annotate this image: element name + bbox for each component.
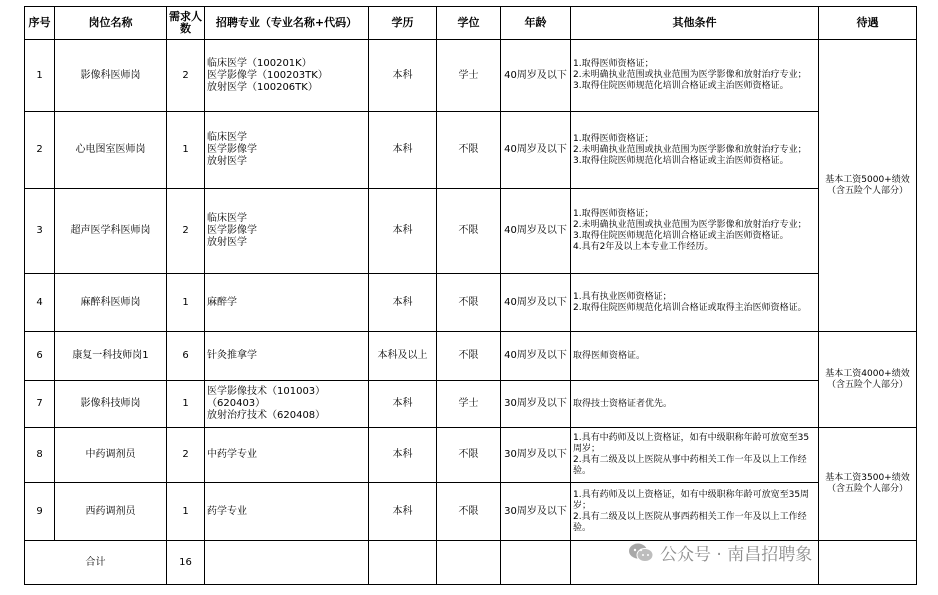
condition-line: 取得技士资格证者优先。	[573, 398, 673, 409]
cell-benefits	[819, 332, 917, 428]
header-row	[25, 7, 917, 40]
table-row	[25, 381, 917, 428]
table-row	[25, 189, 917, 274]
cell-position: 西药调剂员	[55, 483, 167, 541]
cell-major	[205, 332, 369, 381]
cell-education: 本科	[369, 428, 437, 483]
cell-degree: 不限	[437, 483, 501, 541]
cell-seq: 4	[25, 274, 55, 332]
table-row	[25, 112, 917, 189]
condition-line: 1.取得医师资格证；	[573, 209, 654, 219]
cell-position: 超声医学科医师岗	[55, 189, 167, 274]
cell-seq: 1	[25, 40, 55, 112]
cell-major	[205, 381, 369, 428]
cell-position: 中药调剂员	[55, 428, 167, 483]
cell-benefits	[819, 40, 917, 332]
header-position: 岗位名称	[55, 7, 167, 40]
cell-age: 30周岁及以下	[501, 381, 571, 428]
cell-count: 1	[167, 112, 205, 189]
cell-position: 麻醉科医师岗	[55, 274, 167, 332]
cell-age: 40周岁及以下	[501, 274, 571, 332]
recruitment-table	[24, 6, 917, 585]
cell-benefits	[819, 428, 917, 541]
empty-cell	[369, 541, 437, 585]
cell-age: 40周岁及以下	[501, 112, 571, 189]
cell-conditions	[571, 381, 819, 428]
cell-major-line: 医学影像学	[207, 144, 257, 155]
condition-line: 2.具有二级及以上医院从事西药相关工作一年及以上工作经验。	[573, 511, 807, 533]
benefits-line: （含五险个人部分）	[826, 484, 908, 494]
cell-degree: 不限	[437, 274, 501, 332]
cell-seq: 9	[25, 483, 55, 541]
total-count: 16	[167, 541, 205, 585]
cell-major	[205, 274, 369, 332]
cell-major-line: 医学影像技术（101003）	[207, 386, 326, 397]
watermark-text: 公众号 · 南昌招聘象	[660, 545, 813, 565]
condition-line: 3.取得住院医师规范化培训合格证或主治医师资格证。	[573, 155, 789, 166]
cell-count: 2	[167, 40, 205, 112]
header-age: 年龄	[501, 7, 571, 40]
condition-line: 1.取得医师资格证；	[573, 133, 654, 144]
cell-seq: 6	[25, 332, 55, 381]
cell-conditions	[571, 112, 819, 189]
header-major: 招聘专业（专业名称+代码）	[205, 7, 369, 40]
cell-seq: 7	[25, 381, 55, 428]
cell-count: 2	[167, 189, 205, 274]
condition-line: 2.未明确执业范围或执业范围为医学影像和放射治疗专业；	[573, 70, 807, 80]
total-label: 合计	[25, 541, 167, 585]
table-row	[25, 483, 917, 541]
cell-position: 康复一科技师岗1	[55, 332, 167, 381]
condition-line: 4.具有2年及以上本专业工作经历。	[573, 242, 714, 252]
cell-education: 本科	[369, 381, 437, 428]
cell-education: 本科	[369, 40, 437, 112]
cell-major-line: 临床医学	[207, 132, 247, 143]
cell-major	[205, 483, 369, 541]
cell-major	[205, 112, 369, 189]
cell-major-line: 放射治疗技术（620408）	[207, 410, 326, 421]
cell-major-line: 临床医学（100201K）	[207, 57, 312, 69]
cell-degree: 学士	[437, 381, 501, 428]
cell-degree: 不限	[437, 428, 501, 483]
header-degree: 学位	[437, 7, 501, 40]
cell-age: 40周岁及以下	[501, 40, 571, 112]
condition-line: 2.具有二级及以上医院从事中药相关工作一年及以上工作经验。	[573, 455, 807, 476]
table-row	[25, 274, 917, 332]
cell-position: 心电图室医师岗	[55, 112, 167, 189]
cell-age: 30周岁及以下	[501, 483, 571, 541]
header-education: 学历	[369, 7, 437, 40]
empty-cell	[501, 541, 571, 585]
cell-major-line: 中药学专业	[207, 449, 257, 460]
cell-major-line: 麻醉学	[207, 296, 237, 308]
cell-education: 本科	[369, 274, 437, 332]
cell-age: 30周岁及以下	[501, 428, 571, 483]
cell-major-line: 放射医学（100206TK）	[207, 81, 318, 93]
cell-position: 影像科医师岗	[55, 40, 167, 112]
empty-cell	[437, 541, 501, 585]
cell-seq: 8	[25, 428, 55, 483]
cell-degree: 不限	[437, 189, 501, 274]
table-row	[25, 40, 917, 112]
cell-conditions	[571, 428, 819, 483]
cell-conditions	[571, 189, 819, 274]
cell-conditions	[571, 274, 819, 332]
cell-position: 影像科技师岗	[55, 381, 167, 428]
header-benefits: 待遇	[819, 7, 917, 40]
cell-conditions	[571, 40, 819, 112]
empty-cell	[819, 541, 917, 585]
condition-line: 2.未明确执业范围或执业范围为医学影像和放射治疗专业；	[573, 220, 807, 230]
cell-seq: 3	[25, 189, 55, 274]
cell-major-line: 医学影像学（100203TK）	[207, 69, 328, 81]
condition-line: 3.取得住院医师规范化培训合格证或主治医师资格证。	[573, 231, 789, 241]
cell-degree: 不限	[437, 112, 501, 189]
cell-education: 本科及以上	[369, 332, 437, 381]
header-conditions: 其他条件	[571, 7, 819, 40]
watermark	[628, 540, 812, 565]
cell-major	[205, 40, 369, 112]
cell-age: 40周岁及以下	[501, 189, 571, 274]
cell-conditions	[571, 332, 819, 381]
cell-major-line: （620403）	[207, 398, 266, 409]
benefits-line: （含五险个人部分）	[826, 185, 908, 196]
benefits-line: 基本工资4000+绩效	[825, 368, 910, 379]
condition-line: 1.具有执业医师资格证；	[573, 291, 672, 302]
condition-line: 1.具有药师及以上资格证，如有中级职称年龄可放宽至35周岁；	[573, 489, 810, 511]
cell-major	[205, 189, 369, 274]
cell-count: 6	[167, 332, 205, 381]
cell-count: 1	[167, 483, 205, 541]
benefits-line: （含五险个人部分）	[826, 379, 908, 390]
condition-line: 2.取得住院医师规范化培训合格证或取得主治医师资格证。	[573, 302, 807, 313]
cell-major-line: 临床医学	[207, 213, 247, 224]
cell-degree: 不限	[437, 332, 501, 381]
condition-line: 取得医师资格证。	[573, 350, 646, 361]
cell-major-line: 医学影像学	[207, 225, 257, 236]
wechat-icon	[628, 542, 654, 564]
cell-major	[205, 428, 369, 483]
cell-age: 40周岁及以下	[501, 332, 571, 381]
header-seq: 序号	[25, 7, 55, 40]
benefits-line: 基本工资3500+绩效	[825, 473, 910, 483]
cell-education: 本科	[369, 189, 437, 274]
table-row	[25, 332, 917, 381]
cell-major-line: 放射医学	[207, 237, 247, 248]
condition-line: 1.取得医师资格证；	[573, 59, 654, 69]
benefits-line: 基本工资5000+绩效	[825, 174, 910, 185]
cell-conditions	[571, 483, 819, 541]
cell-education: 本科	[369, 483, 437, 541]
cell-major-line: 放射医学	[207, 156, 247, 167]
cell-count: 1	[167, 381, 205, 428]
cell-major-line: 针灸推拿学	[207, 350, 257, 361]
cell-count: 2	[167, 428, 205, 483]
cell-seq: 2	[25, 112, 55, 189]
cell-count: 1	[167, 274, 205, 332]
condition-line: 2.未明确执业范围或执业范围为医学影像和放射治疗专业；	[573, 144, 807, 155]
condition-line: 1.具有中药师及以上资格证，如有中级职称年龄可放宽至35周岁；	[573, 433, 810, 454]
cell-major-line: 药学专业	[207, 505, 247, 517]
condition-line: 3.取得住院医师规范化培训合格证或主治医师资格证。	[573, 81, 789, 91]
empty-cell	[205, 541, 369, 585]
cell-education: 本科	[369, 112, 437, 189]
cell-degree: 学士	[437, 40, 501, 112]
header-count: 需求人数	[167, 7, 205, 40]
table-row	[25, 428, 917, 483]
